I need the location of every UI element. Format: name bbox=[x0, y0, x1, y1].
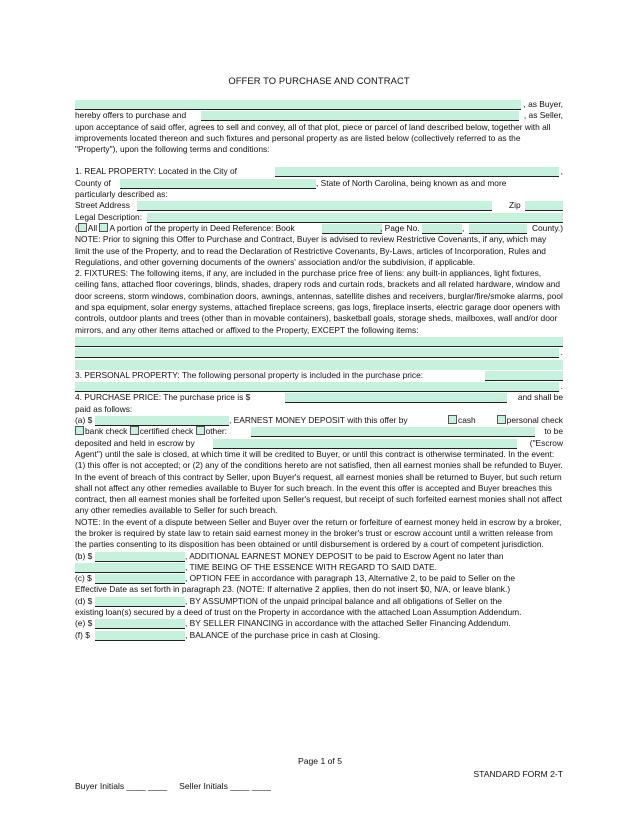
fixtures-exceptions-field-1[interactable] bbox=[75, 337, 563, 347]
offer-to-label: hereby offers to purchase and bbox=[75, 110, 187, 121]
shall-be-label: and shall be bbox=[517, 392, 563, 403]
option-fee-label: , OPTION FEE in accordance with paragraph 13, Alternative 2, to be paid to Seller on the bbox=[185, 573, 516, 584]
other-checkbox[interactable] bbox=[196, 426, 205, 435]
option-fee-paragraph: Effective Date as set forth in paragraph 23. (NOTE: If alternative 2 applies, then do not insert $0, N/A, or leave blank.) bbox=[75, 584, 511, 595]
contract-body: , as Buyer, hereby offers to purchase and , as Seller, upon acceptance of said offer, agrees to sell and convey, all of that plot, piece or parcel of land described below, together with all improvements located thereon and such fixtures and personal property as are listed below (collectively referred to as the "Property"), upon the following terms and conditions: 1. REAL PROPERTY: Located in the City of , County of , State of North Carolina, being known as and more particularly described as: Street Address Zip Legal Description: ( All A portion of the property in Deed Reference: Book , Page No. , County.) NOTE: Prior to signing this Offer to Purchase and Contract, Buyer is advised to review Restrictive Covenants, if any, which may limit the use of the Property, and to read the Declaration of Restrictive Covenants, By-Laws, articles of Incorporation, Rules and Regulations, and other governing documents of the owners' association and/or the subdivision, if applicable. 2. FIXTURES: The following items, if any, are included in the purchase price free of liens: any built-in appliances, light fixtures, ceiling fans, attached floor coverings, blinds, shades, drapery rods and curtain rods, brackets and all related hardware, window and door screens, storm windows, combination doors, awnings, antennas, satellite dishes and receivers, burglar/fire/smoke alarms, pool and spa equipment, solar energy systems, attached fireplace screens, gas logs, fireplace inserts, electric garage door openers with controls, outdoor plants and trees (other than in movable containers), basketball goals, storage sheds, mailboxes, wall and/or door mirrors, and any other items attached or affixed to the Property, EXCEPT the following items: . 3. PERSONAL PROPERTY: The following personal property is included in the purchase price: . 4. PURCHASE PRICE: The purchase price is $ and shall be paid as follows: (a) $ , EARNEST MONEY DEPOSIT with this offer by cash personal check bank check certified check other: to be deposited and held in escrow by ("Escrow Agent") until the sale is closed, at which time it will be credited to Buyer, or until this contract is otherwise terminated. In the event: (1) this offer is not accepted; or (2) any of the conditions hereto are not satisfied, then all earnest monies shall be refunded to Buyer. In the event of breach of this contract by Seller, upon Buyer's request, all earnest monies shall be returned to Buyer, but such return shall not affect any other remedies available to Buyer for such breach. In the event this offer is accepted and Buyer breaches this contract, then all earnest monies shall be forfeited upon Seller's request, but receipt of such forfeited earnest monies shall not affect any other remedies available to Seller for such breach. NOTE: In the event of a dispute between Seller and Buyer over the return or forfeiture of earnest money held in escrow by a broker, the broker is required by state law to retain said earnest money in the broker's trust or escrow account until a written release from the parties consenting to its disposition has been obtained or until disbursement is ordered by a court of competent jurisdiction. (b) $ , ADDITIONAL EARNEST MONEY DEPOSIT to be paid to Escrow Agent no later than , TIME BEING OF THE ESSENCE WITH REGARD TO SAID DATE. (c) $ , OPTION FEE in accordance with paragraph 13, Alternative 2, to be paid to Seller on the Effective Date as set forth in paragraph 23. (NOTE: If alternative 2 applies, then do not insert $0, N/A, or leave blank.) (d) $ , BY ASSUMPTION of the unpaid principal balance and all obligations of Seller on the existing loan(s) secured by a deed of trust on the Property in accordance with the attached Loan Assumption Addendum. (e) $ , BY SELLER FINANCING in accordance with the attached Seller Financing Addendum. (f) $ , BALANCE of the purchase price in cash at Closing. bbox=[75, 99, 563, 640]
personal-check-label: personal check bbox=[506, 415, 563, 426]
intro-paragraph: upon acceptance of said offer, agrees to sell and convey, all of that plot, piece or parcel of land described below, together with all improvements located thereon and such fixtures and personal property as are listed below (collectively referred to as the "Property"), upon the following terms and conditions: bbox=[75, 121, 551, 155]
page-no-label: , Page No. bbox=[380, 222, 420, 233]
portion-label: A portion of the property in Deed Reference: Book bbox=[109, 222, 295, 233]
other-label: other: bbox=[205, 426, 227, 437]
city-field[interactable] bbox=[275, 167, 559, 177]
buyer-initials-label: Buyer Initials bbox=[75, 781, 125, 791]
fixtures-exceptions-field-3[interactable] bbox=[75, 360, 563, 370]
dispute-note: NOTE: In the event of a dispute between Seller and Buyer over the return or forfeiture of earnest money held in escrow by a broker, the broker is required by state law to retain said earnest money in the broker's trust or escrow account until a written release from the parties consenting to its disposition has been obtained or until disbursement is ordered by a court of competent jurisdiction. bbox=[75, 516, 562, 550]
additional-earnest-field[interactable] bbox=[95, 552, 185, 562]
to-be-label: to be bbox=[544, 426, 563, 437]
county-end-label: County.) bbox=[531, 222, 563, 233]
initials-line bbox=[75, 781, 271, 792]
comma-label: , bbox=[560, 166, 563, 177]
page-number: Page 1 of 5 bbox=[298, 756, 342, 766]
deed-county-field[interactable] bbox=[469, 224, 527, 234]
seller-label: , as Seller, bbox=[523, 110, 563, 121]
cash-label: cash bbox=[458, 415, 476, 426]
personal-property-field-2[interactable] bbox=[75, 382, 559, 392]
seller-initials-label: Seller Initials bbox=[179, 781, 228, 791]
county-field[interactable] bbox=[120, 179, 316, 189]
legal-description-field[interactable] bbox=[147, 213, 563, 223]
personal-property-heading: 3. PERSONAL PROPERTY: The following personal property is included in the purchase price: bbox=[75, 369, 424, 380]
buyer-label: , as Buyer, bbox=[523, 99, 563, 109]
paid-as-follows-label: paid as follows: bbox=[75, 403, 133, 414]
additional-earnest-label: , ADDITIONAL EARNEST MONEY DEPOSIT to be paid to Escrow Agent no later than bbox=[185, 550, 504, 561]
street-address-field[interactable] bbox=[137, 201, 492, 211]
additional-earnest-date-field[interactable] bbox=[75, 563, 185, 573]
seller-financing-label: , BY SELLER FINANCING in accordance with the attached Seller Financing Addendum. bbox=[185, 618, 511, 629]
earnest-money-field[interactable] bbox=[95, 416, 229, 426]
assumption-label: , BY ASSUMPTION of the unpaid principal balance and all obligations of Seller on the bbox=[185, 595, 502, 606]
book-field[interactable] bbox=[322, 224, 382, 234]
restrictive-covenants-note: NOTE: Prior to signing this Offer to Purchase and Contract, Buyer is advised to review Restrictive Covenants, if any, which may limit the use of the Property, and to read the Declaration of Restrictive Covenants, By-Laws, articles of Incorporation, Rules and Regulations, and other governing documents of the owners' association and/or the subdivision, if applicable. bbox=[75, 234, 547, 267]
fixtures-exceptions-field-2[interactable] bbox=[75, 348, 559, 358]
seller-initials-field[interactable]: ____ ____ bbox=[230, 781, 271, 791]
item-a-label: (a) $ bbox=[75, 415, 93, 426]
other-payment-field[interactable] bbox=[251, 427, 535, 437]
item-f-label: (f) $ bbox=[75, 629, 90, 640]
described-label: particularly described as: bbox=[75, 189, 168, 200]
seller-name-field[interactable] bbox=[201, 111, 519, 121]
personal-property-field-1[interactable] bbox=[485, 371, 563, 381]
all-label: All bbox=[87, 222, 98, 233]
purchase-price-heading: 4. PURCHASE PRICE: The purchase price is $ bbox=[75, 392, 251, 403]
seller-financing-field[interactable] bbox=[95, 619, 185, 629]
cash-checkbox[interactable] bbox=[448, 415, 457, 424]
county-label: County of bbox=[75, 177, 111, 188]
personal-check-checkbox[interactable] bbox=[497, 415, 506, 424]
real-property-heading: 1. REAL PROPERTY: Located in the City of bbox=[75, 166, 237, 177]
item-d-label: (d) $ bbox=[75, 595, 93, 606]
street-label: Street Address bbox=[75, 200, 130, 211]
purchase-price-field[interactable] bbox=[285, 393, 507, 403]
assumption-field[interactable] bbox=[95, 597, 185, 607]
certified-check-checkbox[interactable] bbox=[130, 426, 139, 435]
bank-check-label: bank check bbox=[85, 426, 128, 437]
escrow-agent-field[interactable] bbox=[213, 439, 517, 449]
zip-field[interactable] bbox=[525, 201, 563, 211]
all-checkbox[interactable] bbox=[78, 223, 87, 232]
balance-field[interactable] bbox=[95, 631, 185, 641]
earnest-money-paragraph: Agent") until the sale is closed, at which time it will be credited to Buyer, or until this contract is otherwise terminated. In the event: (1) this offer is not accepted; or (2) any of the conditions hereto are not satisfied, then all earnest monies shall be refunded to Buyer. In the event of breach of this contract by Seller, upon Buyer's request, all earnest monies shall be returned to Buyer, but such return shall not affect any other remedies available to Buyer for such breach. In the event this offer is accepted and Buyer breaches this contract, then all earnest monies shall be forfeited upon Seller's request, but receipt of such forfeited earnest monies shall not affect any other remedies available to Seller for such breach. bbox=[75, 448, 563, 516]
legal-description-label: Legal Description: bbox=[75, 211, 143, 222]
portion-checkbox[interactable] bbox=[99, 223, 108, 232]
time-essence-label: , TIME BEING OF THE ESSENCE WITH REGARD TO SAID DATE. bbox=[185, 561, 437, 572]
zip-label: Zip bbox=[509, 200, 521, 211]
buyer-name-field[interactable] bbox=[75, 100, 521, 110]
certified-check-label: certified check bbox=[139, 426, 194, 437]
escrow-by-label: deposited and held in escrow by bbox=[75, 437, 195, 448]
period-label: . bbox=[560, 381, 563, 392]
item-b-label: (b) $ bbox=[75, 550, 93, 561]
earnest-money-label: , EARNEST MONEY DEPOSIT with this offer by bbox=[229, 415, 408, 426]
assumption-paragraph: existing loan(s) secured by a deed of trust on the Property in accordance with the attached Loan Assumption Addendum. bbox=[75, 607, 522, 618]
page-no-field[interactable] bbox=[422, 224, 462, 234]
buyer-initials-field[interactable]: ____ ____ bbox=[126, 781, 168, 791]
bank-check-checkbox[interactable] bbox=[75, 426, 84, 435]
fixtures-paragraph: 2. FIXTURES: The following items, if any, are included in the purchase price free of liens: any built-in appliances, light fixtures, ceiling fans, attached floor coverings, blinds, shades, drapery rods and curtain rods, brackets and all related hardware, window and door screens, storm windows, combination doors, awnings, antennas, satellite dishes and receivers, burglar/fire/smoke alarms, pool and spa equipment, solar energy systems, attached fireplace screens, gas logs, fireplace inserts, electric garage door openers with controls, outdoor plants and trees (other than in movable containers), basketball goals, storage sheds, mailboxes, wall and/or door mirrors, and any other items attached or affixed to the Property, EXCEPT the following items: bbox=[75, 268, 563, 335]
escrow-label: ("Escrow bbox=[529, 437, 563, 448]
page-title: OFFER TO PURCHASE AND CONTRACT bbox=[228, 75, 410, 86]
period-label: . bbox=[560, 347, 563, 358]
item-e-label: (e) $ bbox=[75, 618, 93, 629]
option-fee-field[interactable] bbox=[95, 574, 185, 584]
form-number: STANDARD FORM 2-T bbox=[473, 769, 563, 779]
item-c-label: (c) $ bbox=[75, 573, 92, 584]
balance-label: , BALANCE of the purchase price in cash at Closing. bbox=[185, 629, 381, 640]
state-label: , State of North Carolina, being known as and more bbox=[316, 177, 507, 188]
